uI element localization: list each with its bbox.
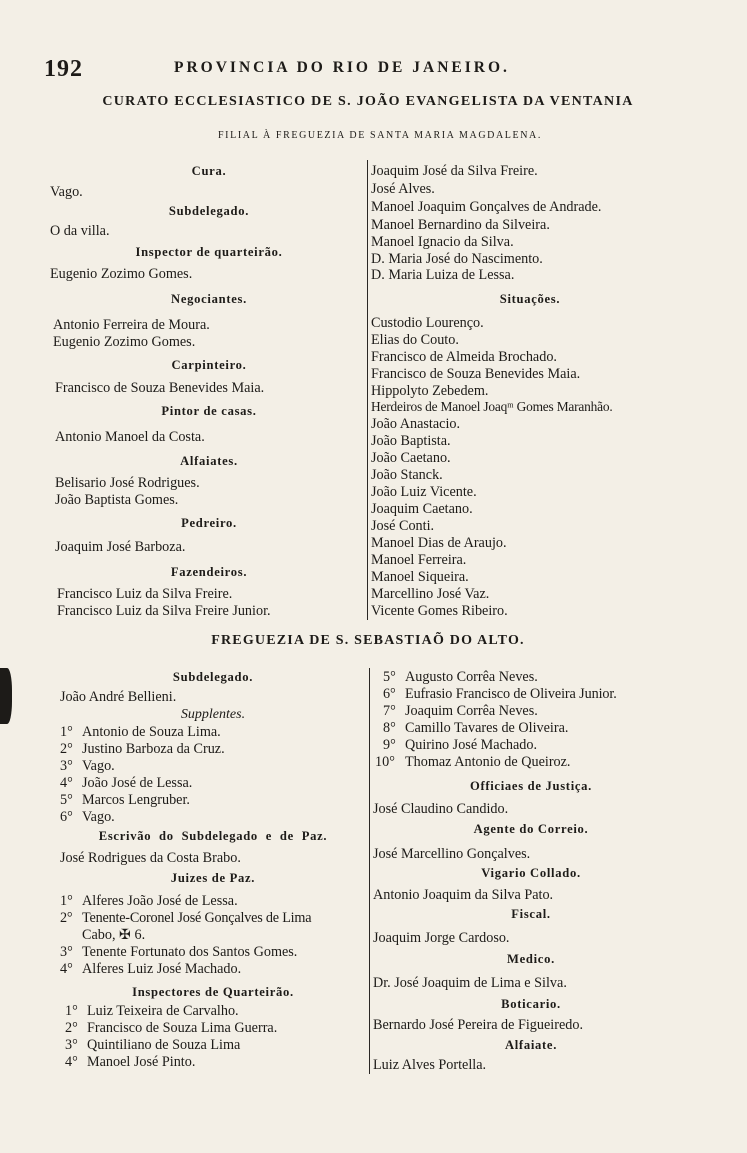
- entry: Francisco Luiz da Silva Freire.: [57, 586, 233, 602]
- ordinal: 3°: [60, 944, 73, 960]
- ordinal: 2°: [60, 910, 73, 926]
- ordinal: 10°: [375, 754, 395, 770]
- heading-fazendeiros: Fazendeiros.: [170, 565, 248, 579]
- entry-name: Francisco de Souza Lima Guerra.: [87, 1020, 278, 1036]
- heading-inspector: Inspector de quarteirão.: [135, 245, 283, 259]
- entry: Francisco de Souza Benevides Maia.: [55, 380, 265, 396]
- list-item: [383, 702, 538, 720]
- list-item: [65, 1019, 277, 1037]
- entry: Antonio Manoel da Costa.: [55, 429, 205, 445]
- heading-subdelegado: Subdelegado.: [172, 670, 254, 684]
- entry-name: Alferes Luiz José Machado.: [82, 961, 242, 977]
- entry: Manoel Siqueira.: [371, 569, 469, 585]
- entry-name: Eufrasio Francisco de Oliveira Junior.: [405, 686, 617, 702]
- entry: D. Maria Luiza de Lessa.: [371, 267, 515, 283]
- entry: Antonio Joaquim da Silva Pato.: [373, 887, 554, 903]
- entry: Eugenio Zozimo Gomes.: [50, 266, 193, 282]
- entry: Francisco de Souza Benevides Maia.: [371, 366, 581, 382]
- entry-name: Antonio de Souza Lima.: [82, 724, 221, 740]
- entry: D. Maria José do Nascimento.: [371, 251, 543, 267]
- ordinal: 2°: [60, 741, 73, 757]
- entry: Manoel Ignacio da Silva.: [371, 234, 514, 250]
- running-head: [44, 56, 704, 84]
- entry-name: Camillo Tavares de Oliveira.: [405, 720, 569, 736]
- ordinal: 4°: [65, 1054, 78, 1070]
- ordinal: 4°: [60, 961, 73, 977]
- list-item: [383, 668, 538, 686]
- entry-name: Joaquim Corrêa Neves.: [405, 703, 538, 719]
- list-item: [60, 740, 225, 758]
- ordinal: 2°: [65, 1020, 78, 1036]
- entry-name: Quirino José Machado.: [405, 737, 537, 753]
- entry-name: Tenente Fortunato dos Santos Gomes.: [82, 944, 298, 960]
- entry: João Anastacio.: [371, 416, 461, 432]
- list-item: [383, 685, 617, 703]
- list-item: [60, 926, 145, 944]
- list-item: [60, 892, 238, 910]
- entry: João Luiz Vicente.: [371, 484, 477, 500]
- list-item: [60, 808, 115, 826]
- entry: O da villa.: [50, 223, 110, 239]
- list-item: [65, 1036, 240, 1054]
- heading-vigario: Vigario Collado.: [481, 866, 581, 880]
- entry-name: Vago.: [82, 809, 115, 825]
- entry: Manoel Ferreira.: [371, 552, 467, 568]
- entry-name: Manoel José Pinto.: [87, 1054, 196, 1070]
- entry: Dr. José Joaquim de Lima e Silva.: [373, 975, 567, 991]
- column-divider: [367, 160, 368, 620]
- entry: Marcellino José Vaz.: [371, 586, 490, 602]
- ordinal: 1°: [65, 1003, 78, 1019]
- entry: José Conti.: [371, 518, 435, 534]
- heading-supplentes: Supplentes.: [180, 707, 246, 722]
- entry-name: Cabo, ✠ 6.: [82, 927, 146, 943]
- heading-boticario: Boticario.: [501, 997, 561, 1011]
- ordinal: 6°: [383, 686, 396, 702]
- list-item: [65, 1053, 195, 1071]
- list-item: [60, 723, 221, 741]
- heading-officiaes: Officiaes de Justiça.: [469, 779, 593, 793]
- entry: Joaquim Jorge Cardoso.: [373, 930, 510, 946]
- entry: José Alves.: [371, 181, 435, 197]
- heading-pintor: Pintor de casas.: [161, 404, 257, 418]
- column-divider: [369, 668, 370, 1074]
- entry-name: Thomaz Antonio de Queiroz.: [405, 754, 571, 770]
- entry-name: Justino Barboza da Cruz.: [82, 741, 225, 757]
- list-item: [375, 753, 570, 771]
- heading-cura: Cura.: [191, 164, 227, 178]
- entry: Elias do Couto.: [371, 332, 459, 348]
- heading-fiscal: Fiscal.: [511, 907, 551, 921]
- heading-agente: Agente do Correio.: [473, 822, 589, 836]
- entry: Vicente Gomes Ribeiro.: [371, 603, 508, 619]
- section1-subtitle: FILIAL À FREGUEZIA DE SANTA MARIA MAGDALENA.: [218, 130, 542, 141]
- entry-name: João José de Lessa.: [82, 775, 193, 791]
- entry: Francisco de Almeida Brochado.: [371, 349, 557, 365]
- entry: João Baptista Gomes.: [55, 492, 179, 508]
- ordinal: 5°: [383, 669, 396, 685]
- list-item: [60, 909, 311, 927]
- entry-name: Alferes João José de Lessa.: [82, 893, 238, 909]
- list-item: [60, 960, 241, 978]
- heading-subdelegado: Subdelegado.: [168, 204, 250, 218]
- entry-name: Vago.: [82, 758, 115, 774]
- entry: Antonio Ferreira de Moura.: [53, 317, 210, 333]
- entry: Francisco Luiz da Silva Freire Junior.: [57, 603, 271, 619]
- entry: Joaquim Caetano.: [371, 501, 473, 517]
- entry: Custodio Lourenço.: [371, 315, 484, 331]
- entry: Joaquim José da Silva Freire.: [371, 163, 538, 179]
- heading-inspectores: Inspectores de Quarteirão.: [132, 985, 294, 999]
- heading-medico: Medico.: [507, 952, 555, 966]
- ordinal: 5°: [60, 792, 73, 808]
- entry-name: Luiz Teixeira de Carvalho.: [87, 1003, 239, 1019]
- entry-name: Quintiliano de Souza Lima: [87, 1037, 241, 1053]
- ordinal: 1°: [60, 893, 73, 909]
- heading-escrivao: Escrivão do Subdelegado e de Paz.: [98, 829, 328, 843]
- entry: João Stanck.: [371, 467, 443, 483]
- entry: Belisario José Rodrigues.: [55, 475, 200, 491]
- ordinal: 9°: [383, 737, 396, 753]
- ordinal: 3°: [65, 1037, 78, 1053]
- entry: João Caetano.: [371, 450, 451, 466]
- ordinal: 3°: [60, 758, 73, 774]
- entry-name: Augusto Corrêa Neves.: [405, 669, 538, 685]
- ordinal: 7°: [383, 703, 396, 719]
- entry-name: Marcos Lengruber.: [82, 792, 190, 808]
- entry: Hippolyto Zebedem.: [371, 383, 489, 399]
- heading-alfaiate: Alfaiate.: [504, 1038, 558, 1052]
- entry: Luiz Alves Portella.: [373, 1057, 487, 1073]
- heading-alfaiates: Alfaiates.: [180, 454, 238, 468]
- entry: Manoel Dias de Araujo.: [371, 535, 507, 551]
- heading-carpinteiro: Carpinteiro.: [171, 358, 247, 372]
- heading-situacoes: Situações.: [499, 292, 561, 306]
- entry: Joaquim José Barboza.: [55, 539, 186, 555]
- ordinal: 8°: [383, 720, 396, 736]
- heading-negociantes: Negociantes.: [171, 292, 247, 306]
- heading-juizes: Juizes de Paz.: [170, 871, 256, 885]
- entry: Eugenio Zozimo Gomes.: [53, 334, 196, 350]
- entry: Herdeiros de Manoel Joaqᵐ Gomes Maranhão.: [371, 399, 613, 414]
- section1-title: CURATO ECCLESIASTICO DE S. JOÃO EVANGELISTA DA VENTANIA: [102, 94, 634, 109]
- list-item: [60, 791, 190, 809]
- section2-title: FREGUEZIA DE S. SEBASTIAÕ DO ALTO.: [211, 633, 525, 648]
- binding-mark: [0, 668, 12, 724]
- list-item: [60, 774, 192, 792]
- page-number: 192: [44, 56, 83, 82]
- entry: José Claudino Candido.: [373, 801, 509, 817]
- list-item: [65, 1002, 239, 1020]
- list-item: [383, 736, 537, 754]
- entry: Bernardo José Pereira de Figueiredo.: [373, 1017, 583, 1033]
- entry: Manoel Bernardino da Silveira.: [371, 217, 550, 233]
- running-title: PROVINCIA DO RIO DE JANEIRO.: [174, 59, 510, 76]
- heading-pedreiro: Pedreiro.: [181, 516, 237, 530]
- entry: José Marcellino Gonçalves.: [373, 846, 531, 862]
- entry: Vago.: [50, 184, 83, 200]
- entry-name: Tenente-Coronel José Gonçalves de Lima: [82, 910, 312, 926]
- entry: João André Bellieni.: [60, 689, 177, 705]
- list-item: [383, 719, 568, 737]
- ordinal: 4°: [60, 775, 73, 791]
- list-item: [60, 757, 115, 775]
- ordinal: 1°: [60, 724, 73, 740]
- entry: João Baptista.: [371, 433, 451, 449]
- entry: Manoel Joaquim Gonçalves de Andrade.: [371, 199, 602, 215]
- list-item: [60, 943, 297, 961]
- ordinal: 6°: [60, 809, 73, 825]
- entry: José Rodrigues da Costa Brabo.: [60, 850, 241, 866]
